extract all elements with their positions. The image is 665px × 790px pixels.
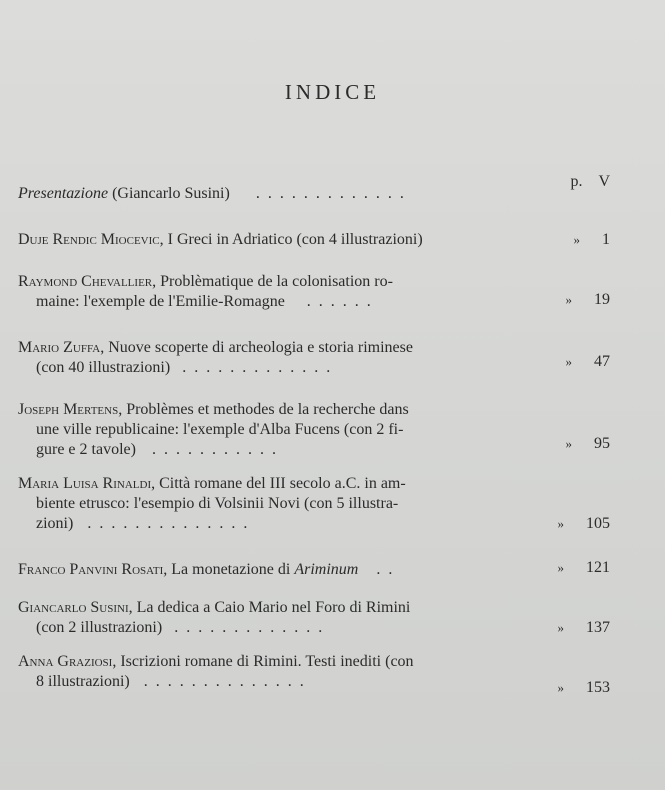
entry-page — [574, 230, 611, 250]
toc-entry[interactable] — [18, 400, 610, 460]
page-number: 137 — [586, 619, 610, 636]
toc-entry[interactable] — [18, 474, 610, 534]
entry-title: Problèmes et methodes de la recherche dans — [126, 401, 409, 418]
entry-title-italic: Ariminum — [294, 561, 359, 578]
ditto-mark: » — [557, 620, 564, 635]
leader-dots: . . . . . . . . . . . . . . — [143, 673, 306, 690]
page-number: 105 — [586, 515, 610, 532]
entry-title-italic: Presentazione — [18, 185, 109, 202]
leader-dots: . . . . . . . . . . . — [151, 441, 278, 458]
page-title: INDICE — [284, 80, 381, 104]
entry-title: I Greci in Adriatico (con 4 illustrazioni) — [167, 231, 423, 248]
ditto-mark: » — [565, 436, 572, 451]
ditto-mark: » — [573, 232, 580, 247]
ditto-mark: » — [557, 516, 564, 531]
entry-page — [566, 290, 611, 310]
page-number: 121 — [586, 559, 610, 576]
entry-title-cont: une ville republicaine: l'exemple d'Alba Fucens (con 2 fi- — [36, 421, 404, 438]
entry-title-cont: 8 illustrazioni) — [36, 673, 130, 690]
leader-dots: . . . . . . — [306, 293, 373, 310]
entry-title-cont: biente etrusco: l'esempio di Volsinii Novi (con 5 illustra- — [36, 495, 399, 512]
entry-title-cont: (con 40 illustrazioni) — [36, 359, 171, 376]
entry-page — [558, 514, 611, 534]
page-number: V — [598, 173, 610, 190]
page-number: 153 — [586, 679, 610, 696]
toc-entry[interactable] — [18, 230, 610, 250]
leader-dots: . . — [376, 561, 395, 578]
entry-author: Anna Graziosi, — [18, 653, 117, 670]
toc-entry[interactable] — [18, 173, 610, 202]
entry-title: Città romane del III secolo a.C. in am- — [159, 475, 406, 492]
entry-title-cont: gure e 2 tavole) — [36, 441, 136, 458]
toc-entry[interactable] — [18, 652, 610, 696]
entry-title-cont: zioni) — [36, 515, 74, 532]
toc-entry[interactable] — [18, 338, 610, 378]
page-number: 1 — [602, 231, 610, 248]
entry-page — [566, 434, 611, 454]
entry-page — [558, 678, 611, 698]
ditto-mark: » — [557, 680, 564, 695]
page-number: 47 — [594, 353, 610, 370]
entry-author: Giancarlo Susini, — [18, 599, 133, 616]
entry-author: Maria Luisa Rinaldi, — [18, 475, 156, 492]
entry-page — [570, 172, 610, 192]
entry-title: Nuove scoperte di archeologia e storia riminese — [108, 339, 413, 356]
entry-title-cont: (con 2 illustrazioni) — [36, 619, 163, 636]
leader-dots: . . . . . . . . . . . . . — [182, 359, 333, 376]
entry-page — [558, 618, 611, 638]
leader-dots: . . . . . . . . . . . . . . — [87, 515, 250, 532]
entry-title: La dedica a Caio Mario nel Foro di Rimini — [136, 599, 411, 616]
entry-title: La monetazione di — [171, 561, 291, 578]
toc-entry[interactable] — [18, 560, 610, 580]
entry-title-cont: maine: l'exemple de l'Emilie-Romagne — [36, 293, 285, 310]
toc-entry[interactable] — [18, 272, 610, 312]
toc-entry[interactable] — [18, 598, 610, 638]
entry-title: (Giancarlo Susini) — [112, 185, 230, 202]
entry-title: Iscrizioni romane di Rimini. Testi inediti (con — [120, 653, 414, 670]
entry-author: Raymond Chevallier, — [18, 273, 157, 290]
page-number: 95 — [594, 435, 610, 452]
ditto-mark: » — [565, 354, 572, 369]
leader-dots: . . . . . . . . . . . . . — [255, 185, 406, 202]
page-number: 19 — [594, 291, 610, 308]
page-label: p. — [570, 173, 583, 190]
entry-author: Franco Panvini Rosati, — [18, 561, 168, 578]
entry-author: Joseph Mertens, — [18, 401, 123, 418]
ditto-mark: » — [557, 560, 564, 575]
ditto-mark: » — [565, 292, 572, 307]
entry-page — [558, 558, 611, 578]
entry-title: Problèmatique de la colonisation ro- — [160, 273, 393, 290]
entry-author: Mario Zuffa, — [18, 339, 105, 356]
entry-author: Duje Rendic Miocevic, — [18, 231, 164, 248]
entry-page — [566, 352, 611, 372]
leader-dots: . . . . . . . . . . . . . — [174, 619, 325, 636]
